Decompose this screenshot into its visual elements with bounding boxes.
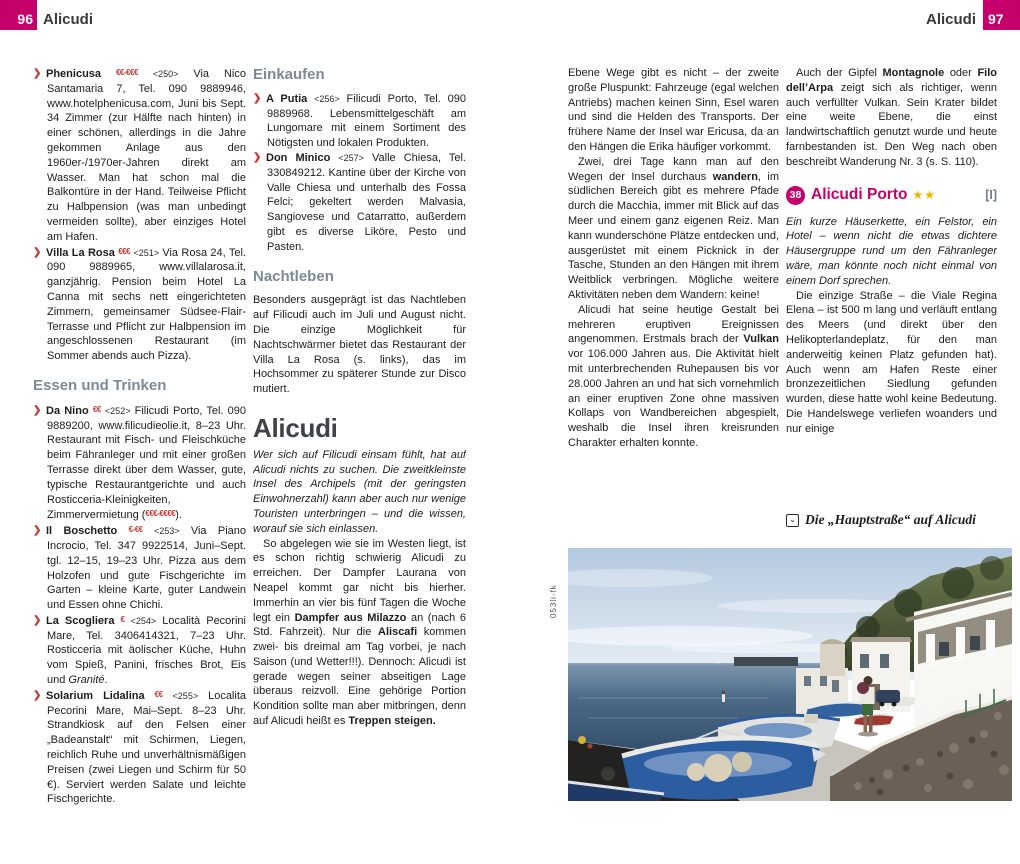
list-item-il-boschetto [33, 523, 246, 613]
paragraph-porto-intro: Ein kurze Häuserkette, ein Felstor, ein Hotel – wenn nicht die etwas dichtere Häusergruppe rund um den Fähranleger wäre, man könnte noch nicht einmal von einem Dorf sprechen. [786, 215, 997, 287]
chapter-heading-alicudi: Alicudi [253, 412, 338, 443]
price-category: €-€€ [128, 525, 143, 535]
list-item-la-scogliera [33, 613, 246, 688]
chevron-bullet-icon: ❯ [33, 68, 42, 79]
photo-caption-text: Die „Hauptstraße“ auf Alicudi [805, 512, 976, 527]
paragraph-wege: Ebene Wege gibt es nicht – der zweite große Pluspunkt: Fahrzeuge (egal welchen Antriebs) machen keinen Sinn, Esel waren und sind die Helden des Transports. Der frühere Name der Insel war Ericusa, da an den Hängen die Erika häufiger vorkommt. [568, 67, 779, 153]
chevron-bullet-icon: ❯ [33, 689, 42, 701]
paragraph-viale-regina-elena: Die einzige Straße – die Viale Regina Elena – ist 500 m lang und verläuft entlang des Meers (und direkt über den Helikopterlandeplatz, für den man anderweitig keinen Platz gefunden hat). Auch wenn am Hafen Reste einer bronzezeitlichen Siedlung gefunden wurden, diese hatte wohl keine Bedeutung. Die Handelswege verliefen woanders und nur einige [786, 289, 997, 435]
map-grid-ref: [I] [985, 187, 997, 202]
page-number-right [983, 0, 1020, 30]
map-ref: <250> [152, 69, 179, 79]
listing-text: Via Piano Incrocio, Tel. 347 9922514, Juni–Sept. tgl. 12–15, 19–23 Uhr. Pizza aus dem Holzofen und gute Fischgerichte im Garten – kleine Karte, guter Landwein und Essen ohne Chichi. [47, 525, 246, 612]
map-ref: <257> [338, 152, 364, 163]
chevron-bullet-icon: ❯ [33, 246, 42, 258]
paragraph-alicudi-intro: Wer sich auf Filicudi einsam fühlt, hat auf Alicudi nichts zu suchen. Die zweitkleinste Insel des Archipels (mit der geringsten Einwohnerzahl) kann aber auch nur wenige Touristen unterbringen – und die wissen, worauf sie sich einlassen. [253, 448, 466, 535]
list-item-phenicusa [33, 66, 246, 245]
paragraph-wandern: Zwei, drei Tage kann man auf den Wegen der Insel durchaus wandern, im südlichen Bereich gibt es mehrere Pfade durch die Macchia, immer mit Blick auf das Meer und einem ganz eigenen Reiz. Man kann wunderschöne Plätze entdecken und, ausgerüstet mit einem Picknick in der Tasche, Stunden an den Hängen mit ihrem Weitblick verbringen. Mögliche weitere Aktivitäten neben dem Wandern: keine! [568, 155, 779, 301]
listing-name: La Scogliera [46, 614, 115, 627]
price-category: € [120, 614, 125, 624]
list-item-da-nino [33, 403, 246, 523]
paragraph-montagnole: Auch der Gipfel Montagnole oder Filo dell’Arpa zeigt sich als richtiger, wenn auch verfüllter Vulkan. Sein Krater bildet eine weite Ebene, die einst landwirtschaftlich genutzt wurde und heute farnbestanden ist. Den Weg nach oben beschreibt Wanderung Nr. 3 (s. S. 110). [786, 67, 997, 168]
map-ref: <251> [133, 247, 159, 258]
listing-text: Localita Pecorini Mare, Mai–Sept. 8–23 Uhr. Strandkiosk auf den Felsen einer „Badeanstalt“ mit Schirmen, Liegen, reichlich Ruhe und unverhältnismäßigen Preisen (zwei Liegen und Schirm für 50 €). Serviert werden Salate und leichte Fischgerichte. [47, 689, 246, 806]
paragraph-vulkan: Alicudi hat seine heutige Gestalt bei mehreren eruptiven Ereignissen angenommen. Erstmals brach der Vulkan vor 106.000 Jahren aus. Die Aktivität hielt mit unterbrechenden Ruhepausen bis vor 28.000 Jahren an und hat sich vornehmlich an einer eruptiven Zone ohne massiven Kollaps von Wandbereichen abgespielt, weshalb die Insel ihren kreisrunden Charakter erhalten konnte. [568, 303, 779, 449]
listing-name: Solarium Lidalina [46, 689, 145, 702]
column-4 [786, 66, 997, 512]
listing-text: Via Rosa 24, Tel. 090 9889965, www.villalarosa.it, ganzjährig. Pension beim Hotel La Canna mit sechs nett eingerichteten Zimmern, gemeinsamer Südsee-Flair-Terrasse und Pflicht zur Halbpension im angeschlossenen Restaurant (im Sommer abends auch Pizza). [47, 246, 246, 363]
running-head-left: Alicudi [43, 11, 94, 28]
column-2 [253, 66, 466, 808]
section-heading-nachtleben: Nachtleben [253, 267, 334, 285]
map-ref: <252> [104, 405, 131, 416]
listing-text: Valle Chiesa, Tel. 330849212. Kantine über der Kirche von Valle Chiesa und unterhalb des Fossa Felci; gekeltert werden Malvasia, Sangiovese und Catarratto, außerdem gibt es diverse Liköre, Pesto und Pasten. [267, 151, 466, 253]
section-heading-essen-und-trinken: Essen und Trinken [33, 376, 167, 394]
price-category: €€ [92, 404, 101, 414]
list-item-solarium-lidalina [33, 688, 246, 807]
map-ref: <254> [130, 615, 157, 626]
chevron-bullet-icon: ❯ [253, 92, 262, 104]
chevron-bullet-icon: ❯ [253, 151, 262, 163]
column-1 [33, 66, 246, 808]
photo-position-icon: ⌄ [786, 514, 799, 527]
map-ref: <255> [172, 690, 199, 701]
page-number-text: 96 [17, 11, 33, 27]
chevron-bullet-icon: ❯ [33, 525, 42, 537]
listing-name: Villa La Rosa [46, 246, 115, 259]
running-head-right: Alicudi [925, 11, 976, 28]
photo-caption [786, 512, 1006, 528]
poi-number-badge: 38 [786, 186, 805, 205]
map-ref: <253> [153, 526, 180, 537]
section-heading-einkaufen: Einkaufen [253, 66, 325, 83]
listing-text: Via Nico Santamaria 7, Tel. 090 9889946, www.hotelphenicusa.com, Juni bis Sept. 34 Zimmer (zur Hälfte nach hinten) in einer schönen, allerdings in die Jahre gekommen Anlage aus den 1960er-/1970er-Jahren direkt am Wasser. Man hat schon mal die Balkontüre in der Hand. Teilweise Pflicht zu Halbpension (was man unbedingt vermeiden sollte), aber einziges Hotel am Hafen. [47, 68, 246, 243]
poi-heading-alicudi-porto [786, 186, 997, 205]
paragraph-nachtleben: Besonders ausgeprägt ist das Nachtleben auf Filicudi auch im Juli und August nicht. Die einzige Möglichkeit für Nachtschwärmer bietet das Restaurant der Villa La Rosa (s. links), das im Hochsommer zu späterer Stunde zur Disco mutiert. [253, 294, 466, 396]
chevron-bullet-icon: ❯ [33, 404, 42, 416]
listing-text: Filicudi Porto, Tel. 090 9889968. Lebensmittelgeschäft am Lungomare mit einem Sortiment des Nötigsten und lokalen Produkten. [267, 92, 466, 150]
listing-name: Il Boschetto [46, 525, 118, 538]
paragraph-alicudi-anreise: So abgelegen wie sie im Westen liegt, ist es schon richtig schwierig Alicudi zu erreichen. Der Dampfer Laurana von Neapel kommt gar nicht bis hierher. Immerhin an vier bis fünf Tagen die Woche legt ein Dampfer aus Milazzo an (nach 6 Std. Fahrzeit). Nur die Aliscafi kommen zwei- bis dreimal am Tag vorbei, je nach Saison (und Wetter!!!). Dennoch: Alicudi ist gerade wegen seiner abseitigen Lage überaus reizvoll. Eine gehörige Portion Kondition sollte man aber mitbringen, denn auf Alicudi heißt es Treppen steigen. [253, 537, 466, 728]
price-category: €€-€€€ [115, 68, 138, 77]
page-number-left [0, 0, 37, 30]
chevron-bullet-icon: ❯ [33, 614, 42, 626]
listing-name: Da Nino [46, 404, 89, 417]
list-item-don-minico [253, 151, 466, 255]
list-item-villa-la-rosa [33, 245, 246, 364]
map-ref: <256> [314, 93, 340, 104]
listing-name: Phenicusa [46, 68, 102, 80]
listing-name: A Putia [266, 92, 308, 105]
poi-title: Alicudi Porto [811, 185, 908, 203]
price-category: €€ [154, 689, 163, 699]
listing-text: Filicudi Porto, Tel. 090 9889200, www.filicudieolie.it, 8–23 Uhr. Restaurant mit Fisch- und Fleischküche beim Fähranleger und mit einer großen Terrasse direkt über dem Wasser, gute, typische Restaurantgerichte und auch Rosticceria-Kleinigkeiten, Zimmervermietung (€€€-€€€€). [47, 404, 246, 522]
list-item-a-putia [253, 92, 466, 151]
page-number-text: 97 [988, 11, 1004, 27]
listing-name: Don Minico [266, 151, 331, 164]
column-3 [568, 66, 779, 544]
harbor-photo [568, 548, 1012, 801]
rating-stars: ★★ [912, 187, 936, 202]
photo-credit: 053li-fk [549, 584, 558, 618]
price-category: €€€ [118, 246, 131, 256]
listing-text: Località Pecorini Mare, Tel. 3406414321, 7–23 Uhr. Rosticceria mit äolischer Küche, Huhn vom Spieß, Panini, frisches Brot, Eis und Granité. [47, 614, 246, 687]
